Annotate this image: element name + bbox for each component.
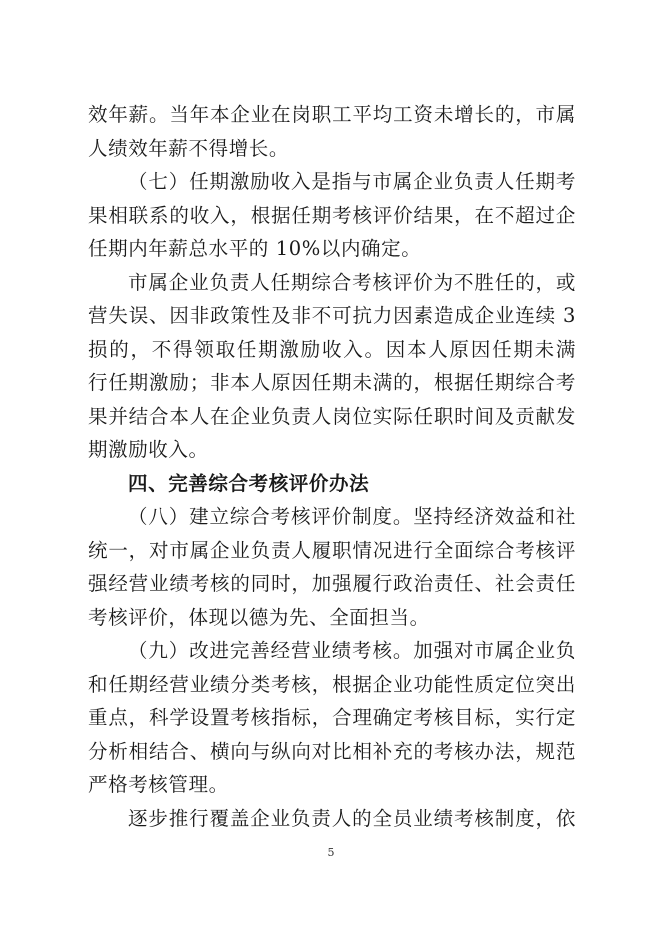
- paragraph-line: 人绩效年薪不得增长。: [88, 136, 290, 160]
- paragraph-line: 重点，科学设置考核指标，合理确定考核目标，实行定: [88, 706, 576, 729]
- paragraph-line: 严格考核管理。: [88, 773, 229, 796]
- paragraph-line: 损的，不得领取任期激励收入。因本人原因任期未满: [88, 337, 576, 361]
- paragraph-line: 和任期经营业绩分类考核，根据企业功能性质定位突出: [88, 672, 576, 696]
- paragraph-line: 统一，对市属企业负责人履职情况进行全面综合考核评: [88, 538, 576, 562]
- paragraph-line: 期激励收入。: [88, 438, 209, 461]
- paragraph-line: 强经营业绩考核的同时，加强履行政治责任、社会责任: [88, 572, 576, 595]
- paragraph-line: 行任期激励；非本人原因任期未满的，根据任期综合考: [88, 371, 576, 394]
- section-heading: 四、完善综合考核评价办法: [128, 471, 370, 495]
- paragraph-line: 任期内年薪总水平的 10%以内确定。: [88, 237, 422, 260]
- paragraph-line: 分析相结合、横向与纵向对比相补充的考核办法，规范: [88, 739, 576, 763]
- paragraph-line: （九）改进完善经营业绩考核。加强对市属企业负: [128, 639, 576, 662]
- paragraph-line: 果并结合本人在企业负责人岗位实际任职时间及贡献发: [88, 404, 576, 428]
- paragraph-line: （七）任期激励收入是指与市属企业负责人任期考: [128, 170, 576, 193]
- paragraph-line: 逐步推行覆盖企业负责人的全员业绩考核制度，依: [128, 806, 576, 830]
- paragraph-line: （八）建立综合考核评价制度。坚持经济效益和社: [128, 505, 576, 528]
- paragraph-line: 营失误、因非政策性及非不可抗力因素造成企业连续 3: [88, 304, 576, 327]
- page-number: 5: [327, 846, 335, 859]
- paragraph-line: 果相联系的收入，根据任期考核评价结果，在不超过企: [88, 203, 576, 227]
- paragraph-line: 效年薪。当年本企业在岗职工平均工资未增长的，市属: [88, 103, 576, 126]
- paragraph-line: 考核评价，体现以德为先、全面担当。: [88, 605, 430, 629]
- paragraph-line: 市属企业负责人任期综合考核评价为不胜任的，或: [128, 270, 576, 294]
